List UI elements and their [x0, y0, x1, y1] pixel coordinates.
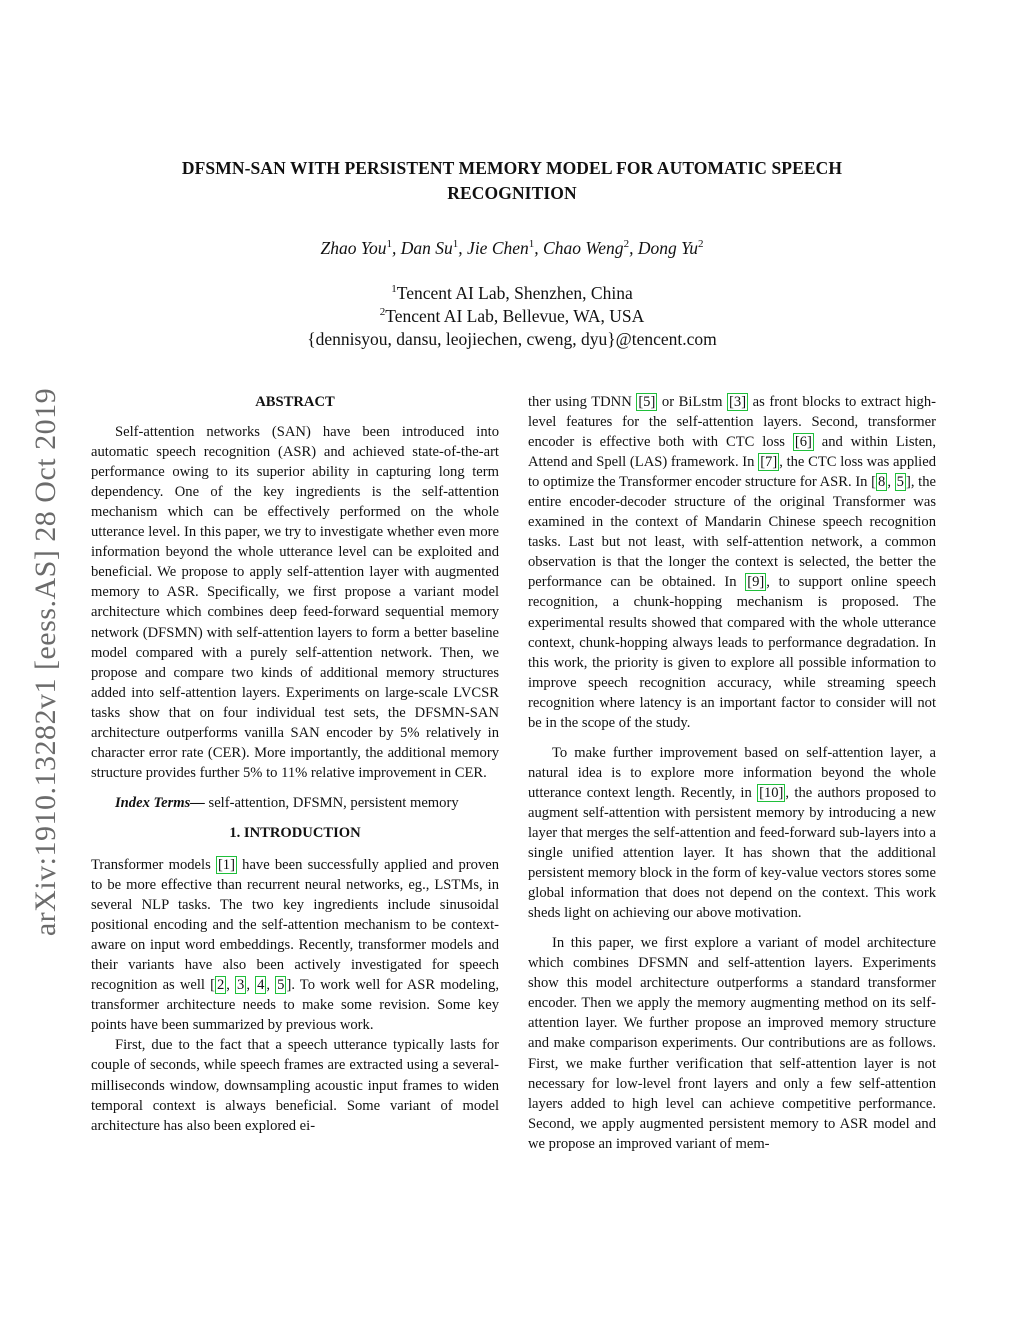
author-list: [90, 236, 934, 260]
citation-link[interactable]: [6]: [794, 434, 812, 451]
citation-link[interactable]: 2: [216, 977, 225, 994]
citation-link[interactable]: 8: [878, 474, 886, 491]
author-affil-sup: 2: [697, 238, 704, 251]
affiliations: [90, 282, 934, 351]
introduction-heading: 1. INTRODUCTION: [229, 824, 361, 841]
title-line-1: DFSMN-SAN WITH PERSISTENT MEMORY MODEL FOR AUTOMATIC SPEECH: [181, 158, 843, 178]
author-name: Dan Su: [400, 238, 453, 258]
arxiv-identifier-stamp: arXiv:1910.13282v1 [eess.AS] 28 Oct 2019: [29, 387, 62, 937]
paper-header: [90, 156, 934, 351]
citation-link[interactable]: 3: [237, 977, 245, 994]
citation-link[interactable]: [3]: [729, 394, 747, 410]
index-terms-label: Index Terms—: [115, 794, 205, 811]
right-paragraph-1: ther using TDNN [5] or BiLstm [3] as front blocks to extract high-level features for the self-attention layers. Second, transformer encoder is effective both with CTC loss [6] and within Listen, Attend and Spell (LAS) framework. In [7] , the CTC loss was applied to optimize the Transformer encoder structure for ASR. In [ 8 , 5 ], the entire encoder-decoder structure of the original Transformer was examined in the context of Mandarin Chinese speech recognition tasks. Last but not least, with self-attention network, a common observation is that the longer the context is selected, the better the performance can be obtained. In [9] , to support online speech recognition, a chunk-hopping mechanism is proposed. The experimental results showed that compared with the whole utterance context, chunk-hopping always leads to performance degradation. In this work, the priority is given to explore all possible information to improve speech recognition accuracy, while streaming speech recognition where latency is an important factor to consider will not be in the scope of the study.: [528, 394, 937, 731]
author-name: Chao Weng: [543, 238, 624, 258]
citation-link[interactable]: 5: [896, 474, 904, 491]
author-separator: ,: [458, 238, 468, 258]
citation-link[interactable]: [9]: [747, 574, 765, 591]
author-name: Jie Chen: [467, 238, 529, 258]
citation-link[interactable]: 4: [257, 977, 265, 994]
affiliation-1: $^1$Tencent AI Lab, Shenzhen, China: [391, 283, 633, 303]
author-name: Dong Yu: [637, 238, 698, 258]
author-separator: ,: [392, 238, 401, 258]
intro-paragraph-2: First, due to the fact that a speech utterance typically lasts for couple of seconds, while speech frames are extracted using a several-milliseconds window, downsampling acoustic input frames to widen temporal context is always beneficial. Some variant of model architecture has also been explored ei-: [91, 1037, 499, 1134]
right-paragraph-2: To make further improvement based on self-attention layer, a natural idea is to explore more information beyond the whole utterance context length. Recently, in [10] , the authors proposed to augment self-attention with persistent memory by introducing a new layer that merges the self-attention and feed-forward sub-layers into a single unified attention layer. It has shown that the additional persistent memory block in the form of key-value vectors stores some global information that does not depend on the context. This work sheds light on achieving our above motivation.: [528, 744, 937, 922]
title-line-2: RECOGNITION: [447, 183, 577, 203]
author-affil-sup: 2: [623, 238, 630, 251]
citation-link[interactable]: [5]: [638, 394, 656, 410]
right-column: [528, 392, 936, 1154]
citation-link[interactable]: [1]: [217, 856, 235, 873]
paper-title: [90, 156, 934, 206]
author-affil-sup: 1: [528, 238, 535, 251]
left-column: [91, 392, 499, 1136]
author-affil-sup: 1: [386, 238, 393, 251]
author-name: Zhao You: [320, 238, 387, 258]
abstract-text: Self-attention networks (SAN) have been introduced into automatic speech recognition (ASR) and achieved state-of-the-art performance owing to its superior ability in capturing long term dependency. One of the key ingredients is the self-attention mechanism which can be effectively performed on the whole utterance level. In this paper, we try to investigate whether even more information beyond the whole utterance level can be exploited and beneficial. We propose to apply self-attention layer with augmented memory to ASR. Specifically, we first propose a variant model architecture which combines deep feed-forward sequential memory network (DFSMN) with self-attention layers to form a better baseline model compared with a purely self-attention network. Then, we propose and compare two kinds of additional memory structures added into self-attention layers. Experiments on large-scale LVCSR tasks show that on four individual test sets, the DFSMN-SAN architecture outperforms vanilla SAN encoder by 5% relatively in character error rate (CER). More importantly, the additional memory structure provides further 5% to 11% relative improvement in CER.: [91, 424, 499, 781]
citation-link[interactable]: [7]: [760, 454, 778, 471]
intro-paragraph-1: Transformer models [1] have been successfully applied and proven to be more effective than recurrent neural networks, eg., LSTMs, in several NLP tasks. The two key ingredients include sinusoidal positional encoding and the self-attention mechanism to be context-aware on input word embeddings. Recently, transformer models and their variants have also been actively investigated for speech recognition as well [ 2 , 3 , 4 , 5 ]. To work well for ASR modeling, transformer architecture needs to make some revision. Some key points have been summarized by previous work.: [91, 856, 500, 1034]
author-separator: ,: [629, 238, 638, 258]
author-emails: {dennisyou, dansu, leojiechen, cweng, dyu}@tencent.com: [307, 329, 717, 349]
index-terms: [91, 793, 499, 813]
right-paragraph-3: In this paper, we first explore a variant of model architecture which combines DFSMN and self-attention layers. Experiments show this model architecture outperforms a standard transformer encoder. Then we apply the memory augmenting method on its self-attention layer. We further propose an improved memory structure and make comparison experiments. Our contributions are as follows. First, we make further verification that self-attention layer is not necessary for low-level front layers and only a few self-attention layers added to high level can achieve competitive performance. Second, we apply augmented persistent memory to ASR model and we propose an improved variant of mem-: [528, 935, 936, 1152]
citation-link[interactable]: [10]: [759, 784, 784, 801]
abstract-heading: ABSTRACT: [255, 394, 335, 410]
author-affil-sup: 1: [452, 238, 459, 251]
index-terms-text: self-attention, DFSMN, persistent memory: [204, 794, 459, 811]
author-separator: ,: [534, 238, 544, 258]
affiliation-2: $^2$Tencent AI Lab, Bellevue, WA, USA: [379, 306, 645, 326]
citation-link[interactable]: 5: [277, 977, 285, 994]
